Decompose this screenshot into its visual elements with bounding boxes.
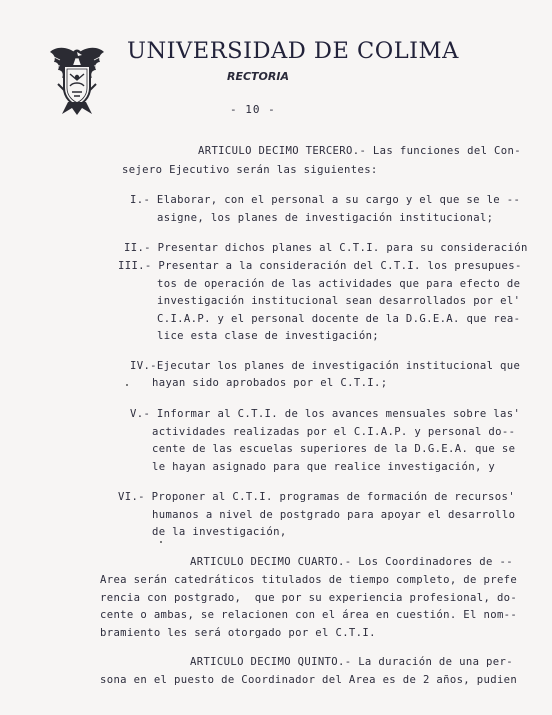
body-line: bramiento les será otorgado por el C.T.I. [100, 627, 376, 639]
institution-name: UNIVERSIDAD DE COLIMA [127, 38, 459, 64]
body-line: cente o ambas, se relacionen con el área en cuestión. El nom-- [100, 609, 518, 621]
body-line: hayan sido aprobados por el C.T.I.; [152, 377, 388, 389]
body-line: C.I.A.P. y el personal docente de la D.G.E.A. que rea- [157, 313, 521, 325]
page-number: - 10 - [230, 103, 276, 116]
body-line: ARTICULO DECIMO TERCERO.- Las funciones del Con- [198, 145, 521, 157]
body-line: I.- Elaborar, con el personal a su cargo y el que se le -- [130, 194, 521, 206]
body-line: cente de las escuelas superiores de la D.G.E.A. que se [152, 443, 516, 455]
body-line: rencia con postgrado, que por su experiencia profesional, do- [100, 592, 518, 604]
body-line: sejero Ejecutivo serán las siguientes: [122, 164, 378, 176]
body-line: IV.-Ejecutar los planes de investigación institucional que [130, 360, 521, 372]
body-line: II.- Presentar dichos planes al C.T.I. para su consideración [124, 242, 528, 254]
body-line: de la investigación, [152, 526, 287, 538]
office-name: RECTORIA [227, 70, 289, 83]
scan-speck [126, 384, 128, 386]
body-line: asigne, los planes de investigación institucional; [157, 212, 494, 224]
body-line: le hayan asignado para que realice investigación, y [152, 461, 496, 473]
body-line: V.- Informar al C.T.I. de los avances mensuales sobre las' [130, 408, 521, 420]
body-line: investigación institucional sean desarrollados por el' [157, 295, 521, 307]
body-line: sona en el puesto de Coordinador del Area es de 2 años, pudien [100, 674, 518, 686]
eagle-crest-icon [48, 44, 106, 116]
scan-speck [160, 541, 162, 543]
body-line: ARTICULO DECIMO CUARTO.- Los Coordinadores de -- [190, 556, 513, 568]
body-line: actividades realizadas por el C.I.A.P. y personal do-- [152, 426, 516, 438]
body-line: lice esta clase de investigación; [157, 330, 380, 342]
body-line: Area serán catedráticos titulados de tiempo completo, de prefe [100, 574, 518, 586]
body-line: ARTICULO DECIMO QUINTO.- La duración de una per- [190, 656, 513, 668]
body-line: tos de operación de las actividades que para efecto de [157, 278, 521, 290]
body-line: humanos a nivel de postgrado para apoyar el desarrollo [152, 509, 516, 521]
body-line: VI.- Proponer al C.T.I. programas de formación de recursos' [118, 491, 515, 503]
body-line: III.- Presentar a la consideración del C.T.I. los presupues- [118, 260, 522, 272]
